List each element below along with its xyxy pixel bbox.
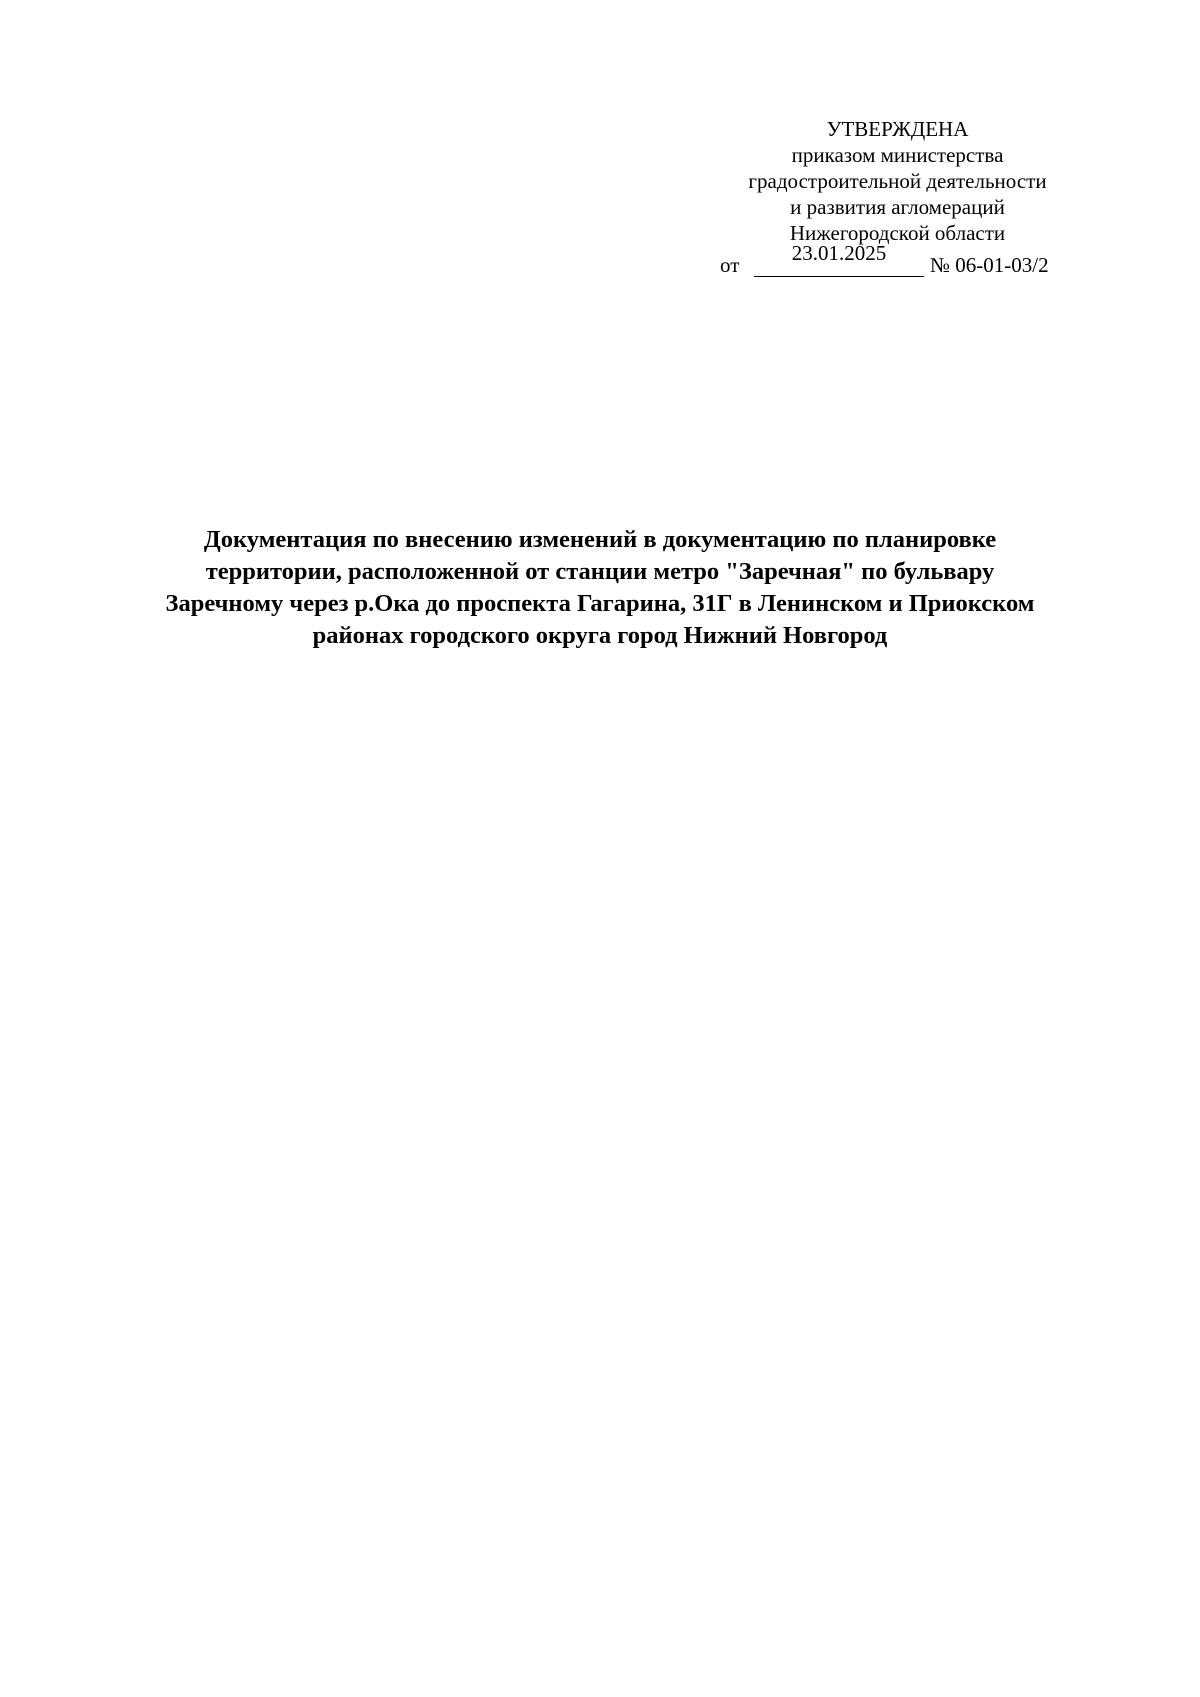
approval-line: приказом министерства <box>791 143 1004 167</box>
approval-line: Нижегородской области <box>789 221 1006 245</box>
order-date-underline <box>754 241 924 277</box>
approval-status: УТВЕРЖДЕНА <box>826 117 969 141</box>
document-title <box>80 524 1120 652</box>
order-from-label: от <box>720 253 740 277</box>
order-details <box>720 241 1075 278</box>
document-title-line: территории, расположенной от станции метро "Заречная" по бульвару <box>205 558 995 585</box>
approval-block <box>720 116 1075 278</box>
order-number: № 06-01-03/2 <box>930 253 1049 277</box>
order-date: 23.01.2025 <box>791 241 887 265</box>
approval-line: градостроительной деятельности <box>748 169 1047 193</box>
document-title-line: Документация по внесению изменений в документацию по планировке <box>203 526 997 553</box>
document-title-line: районах городского округа город Нижний Новгород <box>312 622 888 649</box>
document-title-line: Заречному через р.Ока до проспекта Гагарина, 31Г в Ленинском и Приокском <box>165 590 1035 617</box>
approval-line: и развития агломераций <box>790 195 1005 219</box>
